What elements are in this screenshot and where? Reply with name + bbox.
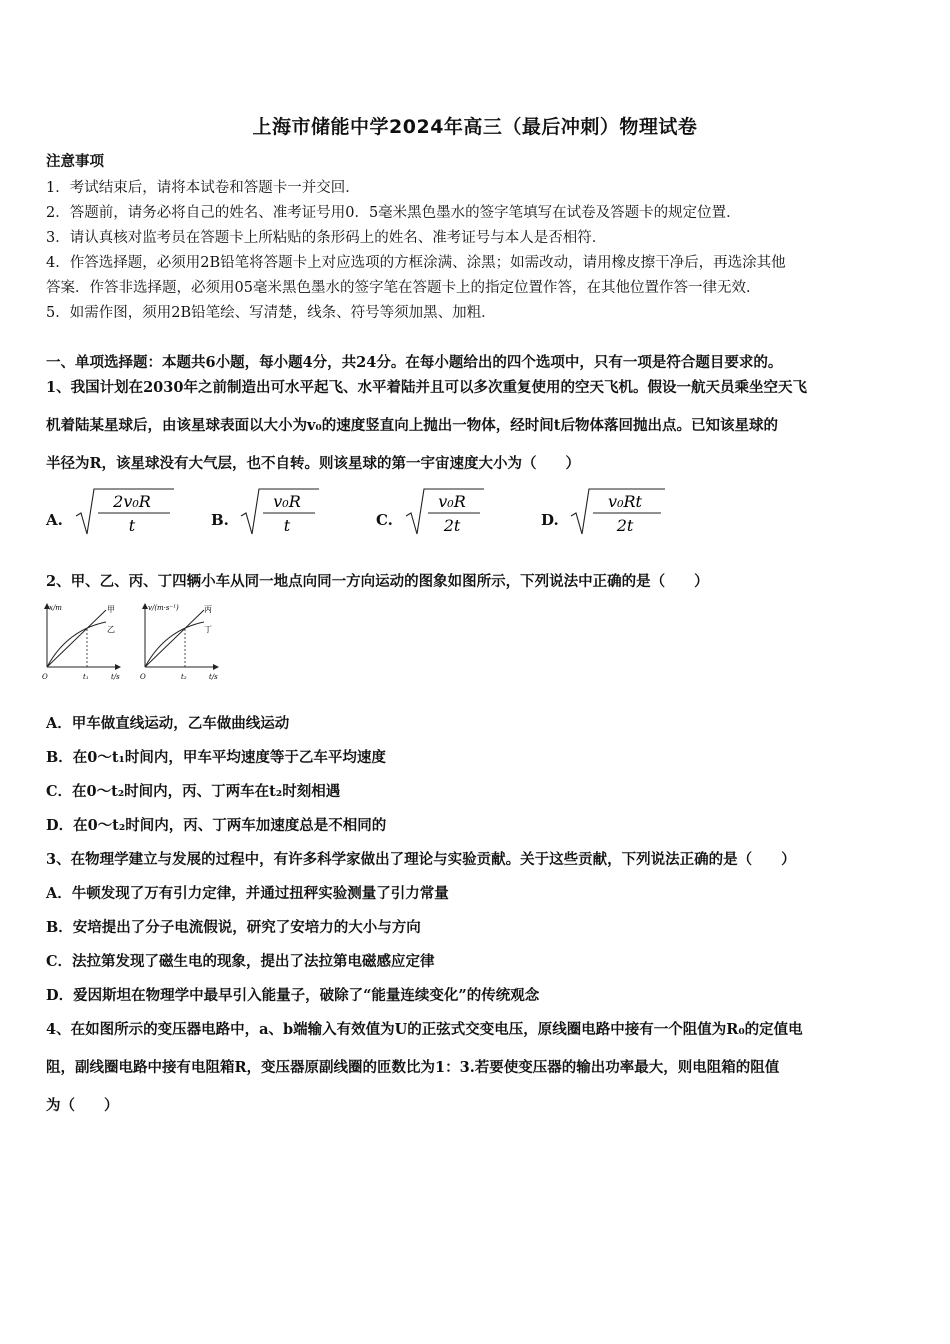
q4-stem-line: 为（ ） bbox=[46, 1097, 119, 1114]
origin-label: O bbox=[140, 673, 146, 681]
fraction-numerator: v₀Rt bbox=[608, 492, 642, 511]
option-label: D. bbox=[541, 511, 559, 529]
axis-label-x: t/s bbox=[209, 673, 218, 681]
fraction-denominator: 2t bbox=[616, 516, 634, 535]
origin-label: O bbox=[42, 673, 48, 681]
axis-label-y: v/(m·s⁻¹) bbox=[148, 604, 179, 612]
q4-stem-line: 4、在如图所示的变压器电路中，a、b端输入有效值为U的正弦式交变电压，原线圈电路中接有一个阻值为R₀的定值电 bbox=[46, 1021, 803, 1038]
sqrt-fraction bbox=[404, 486, 504, 538]
v-t-graph bbox=[138, 600, 233, 682]
q2-option-a[interactable]: A．甲车做直线运动，乙车做曲线运动 bbox=[46, 715, 290, 732]
curve-ding bbox=[145, 622, 204, 667]
q4-stem-line: 阻，副线圈电路中接有电阻箱R，变压器原副线圈的匝数比为1：3.若要使变压器的输出功率最大，则电阻箱的阻值 bbox=[46, 1059, 780, 1076]
q2-option-b[interactable]: B．在0～t₁时间内，甲车平均速度等于乙车平均速度 bbox=[46, 749, 386, 766]
q2-option-c[interactable]: C．在0～t₂时间内，丙、丁两车在t₂时刻相遇 bbox=[46, 783, 341, 800]
section-heading: 一、单项选择题：本题共6小题，每小题4分，共24分。在每小题给出的四个选项中，只有一项是符合题目要求的。 bbox=[46, 354, 783, 371]
q2-option-d[interactable]: D．在0～t₂时间内，丙、丁两车加速度总是不相同的 bbox=[46, 817, 387, 834]
fraction-numerator: 2v₀R bbox=[113, 492, 151, 511]
fraction-denominator: 2t bbox=[443, 516, 461, 535]
notice-item: 2．答题前，请务必将自己的姓名、准考证号用0．5毫米黑色墨水的签字笔填写在试卷及答题卡的规定位置． bbox=[46, 205, 741, 221]
q1-stem-line: 机着陆某星球后，由该星球表面以大小为v₀的速度竖直向上抛出一物体，经时间t后物体落回抛出点。已知该星球的 bbox=[46, 417, 778, 434]
fraction-numerator: v₀R bbox=[438, 492, 466, 511]
curve-label: 乙 bbox=[107, 625, 115, 634]
curve-jia bbox=[47, 610, 106, 667]
fraction-numerator: v₀R bbox=[273, 492, 301, 511]
q1-stem-line: 半径为R，该星球没有大气层，也不自转。则该星球的第一宇宙速度大小为（ ） bbox=[46, 455, 581, 472]
q3-option-b[interactable]: B．安培提出了分子电流假说，研究了安培力的大小与方向 bbox=[46, 919, 421, 936]
option-label: A. bbox=[46, 511, 63, 529]
curve-yi bbox=[47, 622, 106, 667]
curve-label: 甲 bbox=[107, 605, 115, 614]
axis-label-y: x/m bbox=[49, 604, 62, 612]
notice-item: 3．请认真核对监考员在答题卡上所粘贴的条形码上的姓名、准考证号与本人是否相符． bbox=[46, 230, 607, 246]
fraction-denominator: t bbox=[283, 516, 291, 535]
fraction-denominator: t bbox=[128, 516, 136, 535]
q3-option-d[interactable]: D．爱因斯坦在物理学中最早引入能量子，破除了“能量连续变化”的传统观念 bbox=[46, 987, 540, 1004]
axis-label-x: t/s bbox=[111, 673, 120, 681]
option-label: B. bbox=[211, 511, 229, 529]
notice-item: 5．如需作图，须用2B铅笔绘、写清楚，线条、符号等须加黑、加粗． bbox=[46, 305, 496, 321]
notice-item: 答案．作答非选择题，必须用05毫米黑色墨水的签字笔在答题卡上的指定位置作答，在其他位置作答一律无效． bbox=[46, 280, 761, 296]
notice-item: 1．考试结束后，请将本试卷和答题卡一并交回． bbox=[46, 180, 360, 196]
q3-option-c[interactable]: C．法拉第发现了磁生电的现象，提出了法拉第电磁感应定律 bbox=[46, 953, 435, 970]
curve-label: 丙 bbox=[204, 605, 212, 614]
q3-option-a[interactable]: A．牛顿发现了万有引力定律，并通过扭秤实验测量了引力常量 bbox=[46, 885, 449, 902]
notice-item: 4．作答选择题，必须用2B铅笔将答题卡上对应选项的方框涂满、涂黑；如需改动，请用橡皮擦干净后，再选涂其他 bbox=[46, 255, 786, 271]
x-t-graph bbox=[40, 600, 135, 682]
exam-title: 上海市储能中学2024年高三（最后冲刺）物理试卷 bbox=[252, 116, 698, 138]
option-label: C. bbox=[376, 511, 393, 529]
curve-label: 丁 bbox=[204, 625, 212, 634]
tick-label: t₂ bbox=[181, 673, 187, 681]
sqrt-fraction bbox=[569, 486, 679, 538]
curve-bing bbox=[145, 610, 204, 667]
sqrt-fraction bbox=[74, 486, 184, 538]
tick-label: t₁ bbox=[83, 673, 89, 681]
q1-stem-line: 1、我国计划在2030年之前制造出可水平起飞、水平着陆并且可以多次重复使用的空天飞机。假设一航天员乘坐空天飞 bbox=[46, 379, 807, 396]
q2-stem: 2、甲、乙、丙、丁四辆小车从同一地点向同一方向运动的图象如图所示，下列说法中正确的是（ ） bbox=[46, 573, 709, 590]
notice-heading: 注意事项 bbox=[46, 153, 104, 170]
q3-stem: 3、在物理学建立与发展的过程中，有许多科学家做出了理论与实验贡献。关于这些贡献，下列说法正确的是（ ） bbox=[46, 851, 796, 868]
sqrt-fraction bbox=[239, 486, 339, 538]
